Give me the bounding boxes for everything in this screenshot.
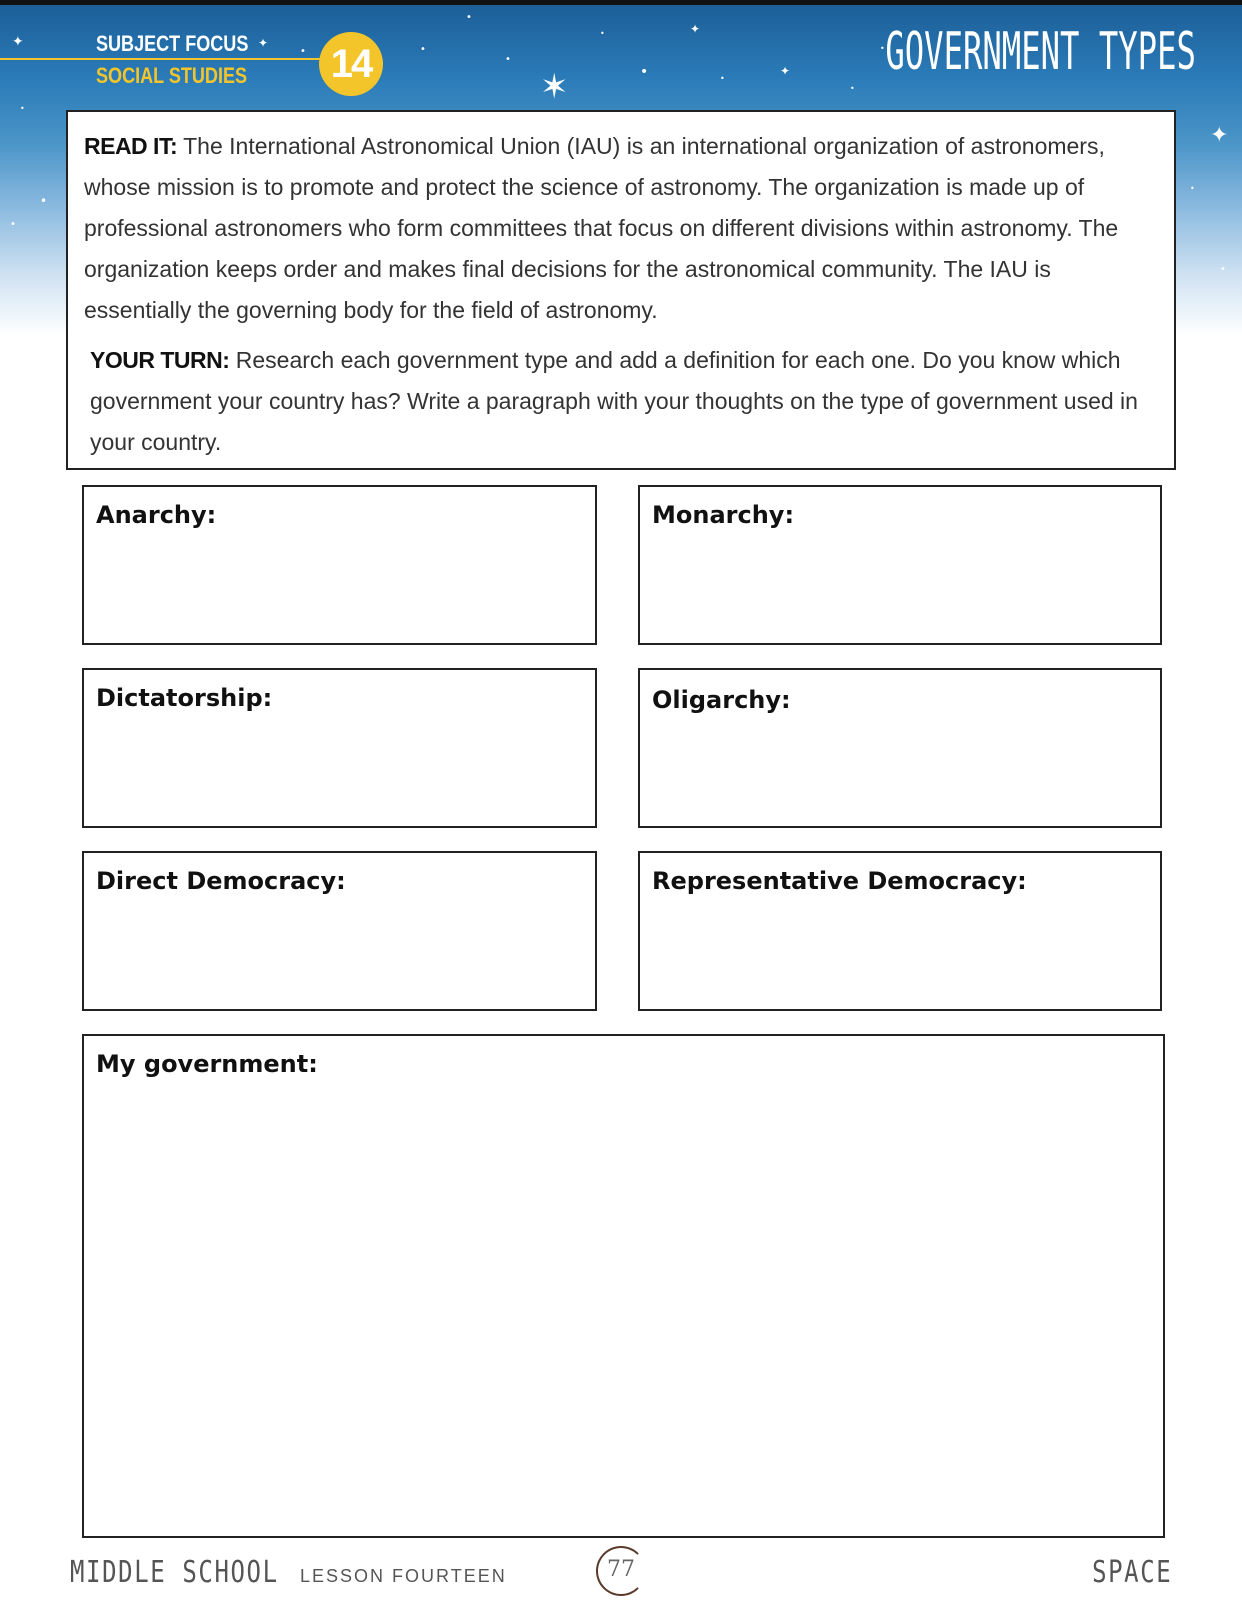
- star-icon: •: [880, 44, 885, 53]
- field-label: Oligarchy:: [652, 686, 791, 714]
- field-label: Monarchy:: [652, 501, 795, 529]
- star-icon: •: [300, 46, 306, 57]
- page-title: GOVERNMENT TYPES: [885, 22, 1196, 82]
- star-icon: ✦: [1210, 123, 1229, 148]
- star-icon: •: [600, 29, 605, 38]
- title-wrap: [695, 22, 1196, 82]
- anarchy-field[interactable]: [82, 485, 597, 645]
- read-it-text: The International Astronomical Union (IAU) is an international organization of astronomers, whose mission is to promote and protect the science of astronomy. The organization is made up of professional astronomers who form committees that focus on different divisions within astronomy. The organization keeps order and makes final decisions for the astronomical community. The IAU is essentially the governing body for the field of astronomy.: [84, 133, 1119, 323]
- footer-level: MIDDLE SCHOOL: [70, 1555, 279, 1590]
- oligarchy-field[interactable]: [638, 668, 1162, 828]
- field-label: Anarchy:: [96, 501, 217, 529]
- field-label: Representative Democracy:: [652, 867, 1027, 895]
- star-icon: •: [850, 84, 855, 93]
- star-icon: •: [1220, 264, 1226, 275]
- field-label: Dictatorship:: [96, 684, 273, 712]
- direct-democracy-field[interactable]: [82, 851, 597, 1011]
- star-icon: •: [20, 104, 25, 113]
- read-it-label: READ IT:: [84, 133, 178, 159]
- star-icon: ✦: [12, 34, 24, 50]
- star-icon: •: [640, 64, 649, 80]
- star-icon: ✦: [690, 22, 701, 36]
- read-it-paragraph: [84, 126, 1160, 331]
- instructions-box: [66, 110, 1176, 470]
- star-icon: ✶: [540, 67, 569, 107]
- star-icon: •: [40, 194, 48, 208]
- subject-focus-label: SUBJECT FOCUS: [96, 31, 249, 56]
- representative-democracy-field[interactable]: [638, 851, 1162, 1011]
- your-turn-paragraph: [84, 340, 1160, 463]
- star-icon: ✦: [258, 36, 269, 50]
- field-label: Direct Democracy:: [96, 867, 346, 895]
- your-turn-label: YOUR TURN:: [90, 347, 230, 373]
- page-number-text: 77: [607, 1557, 635, 1582]
- footer-lesson: LESSON FOURTEEN: [300, 1566, 507, 1586]
- dictatorship-field[interactable]: [82, 668, 597, 828]
- subject-focus: [96, 28, 248, 92]
- star-icon: •: [720, 74, 725, 83]
- footer-unit: SPACE: [1091, 1555, 1172, 1590]
- star-icon: •: [1190, 184, 1195, 193]
- my-government-field[interactable]: [82, 1034, 1165, 1538]
- monarchy-field[interactable]: [638, 485, 1162, 645]
- lesson-number-badge: 14: [319, 32, 383, 96]
- star-icon: •: [505, 54, 511, 65]
- star-icon: •: [420, 44, 426, 55]
- subject-name: SOCIAL STUDIES: [96, 63, 248, 88]
- your-turn-text: Research each government type and add a definition for each one. Do you know which government your country has? Write a paragraph with your thoughts on the type of government used in your country.: [90, 347, 1138, 455]
- star-icon: ✦: [780, 64, 791, 78]
- field-label: My government:: [96, 1050, 318, 1078]
- page-number: [596, 1546, 646, 1596]
- star-icon: •: [10, 219, 16, 230]
- star-icon: •: [466, 12, 472, 23]
